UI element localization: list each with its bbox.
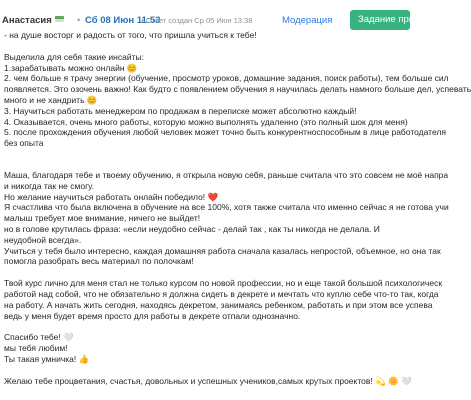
message-line: Я счастлива что была включена в обучение на все 100%, хотя также считала что именно сейчас я не готова учи [4,202,449,213]
message-line: малыш требует мое внимание, ничего не выйдет! [4,213,201,224]
message-line: Учиться у тебя было интересно, каждая домашняя работа сначала казалась непростой, объемное, но она так [4,245,441,256]
blank-line [4,149,400,170]
flag-icon [55,16,64,22]
message-line: работой над собой, что не обязательно я должна сидеть в декрете и мечтать что куплю себе что-то так, когда [4,288,439,299]
message-line: 1.зарабатывать можно онлайн 😊 [4,62,138,73]
message-body [4,30,471,400]
message-line: помогла разобрать весь материал по полочкам! [4,256,194,267]
blank-line [4,321,400,332]
blank-line [4,267,400,278]
message-line: Спасибо тебе! 🤍 [4,332,74,343]
message-line: 5. после прохождения обучения любой человек может точно быть конкурентноспособным в лице работодателя [4,127,446,138]
date-text: Сб 08 Июн 11:53 [84,15,161,26]
message-line: без опыта [4,138,44,149]
message-line: Выделила для себя такие инсайты: [4,51,144,62]
message-line: неудобной всегда». [4,234,82,245]
message-line: ведь у меня будет время просто для работы в декрете отпали однозначно. [4,310,301,321]
message-line: 4. Оказывается, очень много работы, которую можно выполнять удаленно (это полный шок для меня) [4,116,408,127]
message-line: Ты такая умничка! 👍 [4,353,90,364]
message-line: мы тебя любим! [4,343,68,354]
blank-line [4,365,400,376]
message-line: Желаю тебе процветания, счастья, довольных и успешных учеников,самых крутых проектов! 💫 🌼 🤍 [4,375,412,386]
message-line: - на душе восторг и радость от того, что пришла учиться к тебе! [4,30,257,40]
blank-line [4,41,400,52]
message-line: 3. Научиться работать менеджером по продажам в переписке может абсолютно каждый! [4,105,357,116]
message-line: Твой курс лично для меня стал не только курсом по новой профессии, но и еще такой большой психологическ [4,278,443,289]
moderation-link[interactable]: Модерация [282,15,333,26]
message-line: 2. чем больше я трачу энергии (обучение, просмотр уроков, домашние задания, поиск работы), тем больше сил [4,73,449,84]
message-line: на работу. А начать жить сегодня, находясь декретом, занимаясь ребенком, работать и при этом все успева [4,299,433,310]
task-accepted-button[interactable]: Задание приня [350,10,410,30]
message-line: появляется. Это озочень важно! Как будто с появлением обучения я научилась делать намного больше дел, успевать [4,84,471,95]
message-line: но в голове крутилась фраза: «если неудобно сейчас - делай так , как ты никогда не делала. И [4,223,380,234]
message-line: Маша, благодаря тебе и твоему обучению, я открыла новую себя, раньше считала что это совсем не моё напра [4,169,449,180]
author-name[interactable]: Анастасия [2,15,64,26]
message-line: много и не хандрить 😊 [4,94,98,105]
message-line: Но желание научиться работать онлайн победило! ❤️ [4,191,219,202]
answer-created-text: • Ответ создан Ср 05 Июн 13:38 [141,16,253,25]
message-line: и никогда так не смогу. [4,180,94,191]
separator-dot: • [77,15,81,26]
